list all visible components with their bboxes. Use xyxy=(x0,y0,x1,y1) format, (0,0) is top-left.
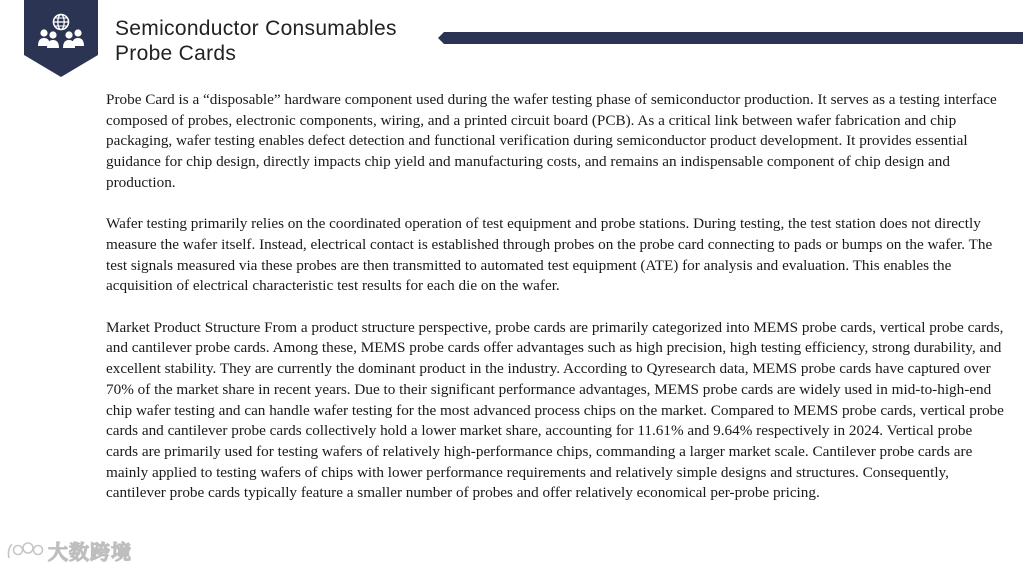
page-title xyxy=(115,16,397,66)
paragraph-intro: Probe Card is a “disposable” hardware component used during the wafer testing phase of semiconductor production. It serves as a testing interface composed of probes, electronic components, wiring, and a printed circuit board (PCB). As a critical link between wafer fabrication and chip packaging, wafer testing enables defect detection and functional verification during semiconductor product development. It provides essential guidance for chip design, directly impacts chip yield and manufacturing costs, and remains an indispensable component of chip design and production. xyxy=(106,91,997,191)
page-title-line2: Probe Cards xyxy=(115,42,237,65)
paragraph-wafer-testing: Wafer testing primarily relies on the coordinated operation of test equipment and probe stations. During testing, the test station does not directly measure the wafer itself. Instead, electrical contact is established through probes on the probe card connecting to pads or bumps on the wafer. The test signals measured via these probes are then transmitted to automated test equipment (ATE) for analysis and evaluation. This enables the acquisition of electrical characteristic test results for each die on the wafer. xyxy=(106,215,993,295)
brand-logo-icon xyxy=(6,538,46,562)
watermark-text: 大数跨境 xyxy=(48,539,132,564)
team-globe-icon xyxy=(24,0,98,77)
page-title-line1: Semiconductor Consumables xyxy=(115,17,397,40)
header-badge xyxy=(24,0,98,77)
watermark xyxy=(6,536,132,564)
paragraph-market-structure: Market Product Structure From a product structure perspective, probe cards are primarily categorized into MEMS probe cards, vertical probe cards, and cantilever probe cards. Among these, MEMS probe cards offer advantages such as high precision, high testing efficiency, strong durability, and excellent stability. They are currently the dominant product in the industry. According to Qyresearch data, MEMS probe cards have captured over 70% of the market share in recent years. Due to their significant performance advantages, MEMS probe cards are widely used in mid-to-high-end chip wafer testing and can handle wafer testing for the most advanced process chips on the market. Compared to MEMS probe cards, vertical probe cards and cantilever probe cards collectively hold a lower market share, accounting for 11.61% and 9.64% respectively in 2024. Vertical probe cards are primarily used for testing wafers of relatively high-performance chips, commanding a larger market scale. Cantilever probe cards are mainly applied to testing wafers of chips with lower performance requirements and relatively simple designs and structures. Consequently, cantilever probe cards typically feature a smaller number of probes and offer relatively economical per-probe pricing. xyxy=(106,318,1004,502)
article-body xyxy=(106,90,1006,525)
title-divider xyxy=(438,32,1023,44)
